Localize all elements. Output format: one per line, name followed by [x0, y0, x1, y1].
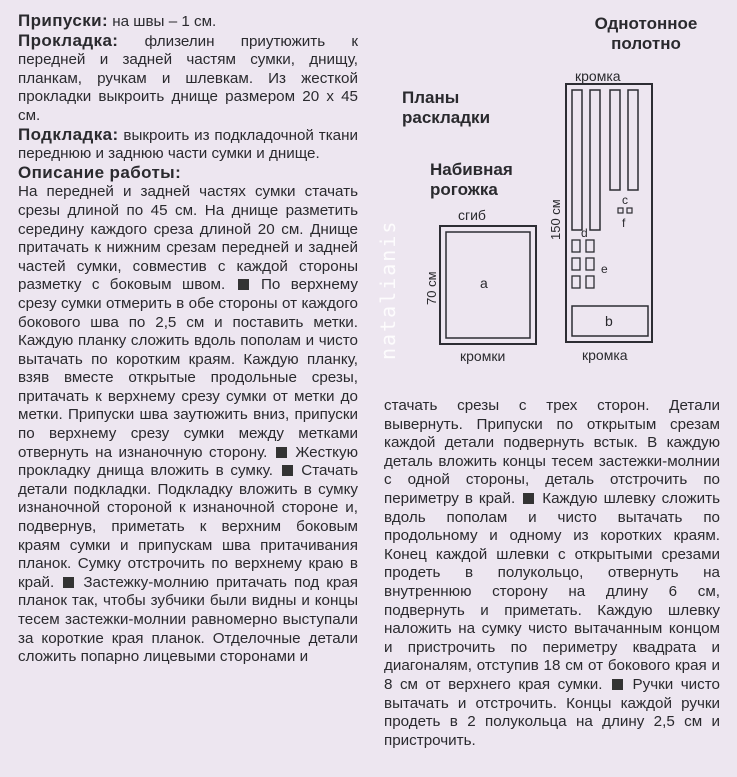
dimension-150-label: 150 см — [548, 199, 563, 240]
selvage-bottom-right-label: кромка — [582, 347, 628, 363]
piece-b-label: b — [605, 313, 613, 329]
work-text-4: Стачать детали подкладки. Подкладку вложить в сумку изнаночной стороной к изнаночной стороне и, подвернув, приметать к верхним боковым краям сумки и припускам шва притачивания планок. Сумку отстрочить по верхнему краю в край. — [18, 462, 358, 591]
plain-fabric-rect — [566, 84, 652, 342]
selvage-top-label: кромка — [575, 68, 621, 84]
piece-f-label: f — [622, 216, 626, 230]
padded-fabric-title: Набивная рогожка — [430, 160, 513, 199]
selvage-bottom-left-label: кромки — [460, 348, 506, 364]
right-text-2: Каждую шлевку сложить вдоль пополам и чисто вытачать по продольному и одному из коротких краям. Конец каждой шлевки с открытыми срезами продеть в полукольцо, отвернуть на внутреннюю сторону на длину 6 см, подвернуть и приметать. Каждую шлевку наложить на сумку чисто вытачанным концом и пристрочить по периметру квадрата и диагоналям, отступив 18 см от бокового края и 8 см от верхнего края сумки. — [384, 489, 720, 693]
piece-e-label: e — [601, 262, 608, 276]
piece-d-label: d — [581, 226, 588, 240]
work-text-1: На передней и задней частях сумки стачать срезы длиной по 45 см. На днище разметить середину каждого среза длиной 20 см. Днище притачать к нижним срезам передней и задней частей сумки, совместив с каждой стороны разметку с боковым швом. — [18, 183, 358, 294]
allowances-heading: Припуски: — [18, 11, 109, 30]
plain-fabric-title: Однотонное полотно — [594, 14, 698, 53]
piece-c-label: c — [622, 193, 628, 207]
piece-a-label: a — [480, 275, 488, 291]
layout-plans-title: Планы раскладки — [402, 88, 491, 127]
allowances-text: на швы – 1 см. — [108, 13, 217, 30]
work-heading: Описание работы: — [18, 162, 182, 182]
right-text-3: Ручки чисто вытачать и отстрочить. Концы каждой ручки продеть в 2 полукольца на длину 2,5 см и пристрочить. — [384, 675, 720, 749]
lining-heading: Подкладка: — [18, 124, 119, 144]
interfacing-heading: Прокладка: — [18, 30, 119, 50]
interfacing-text: флизелин приутюжить к передней и задней частям сумки, днищу, планкам, ручкам и шлевкам. Из жесткой прокладки выкроить днище размером 20 х 45 см. — [18, 32, 358, 124]
work-text-5: Застежку-молнию притачать под края планок так, чтобы зубчики были видны и концы тесем застежки-молнии равномерно выступали за короткие края планок. Отделочные детали сложить попарно лицевыми сторонами и — [18, 573, 358, 666]
work-text-2: По верхнему срезу сумки отмерить в обе стороны от каждого бокового шва по 2,5 см и поставить метки. Каждую планку сложить вдоль пополам и чисто вытачать по коротким краям. Каждую планку, взяв вместе открытые продольные срезы, притачать к верхнему срезу сумки от метки до метки. Припуски шва заутюжить вниз, припуски по верхнему срезу сумки между метками отвернуть на изнаночную сторону. — [18, 276, 358, 461]
dimension-70-label: 70 см — [424, 271, 439, 305]
work-text-3: Жесткую прокладку днища вложить в сумку. — [18, 443, 358, 480]
fold-label: сгиб — [458, 207, 486, 223]
right-text-1: стачать срезы с трех сторон. Детали вывернуть. Припуски по открытым срезам каждой детали подвернуть встык. В каждую деталь вложить концы тесем застежки-молнии с одной стороны, деталь отстрочить по периметру в край. — [384, 397, 720, 507]
lining-text: выкроить из подкладочной ткани переднюю и заднюю части сумки и днище. — [18, 126, 358, 163]
watermark-text: natalianis — [376, 219, 400, 360]
padded-fabric-rect — [440, 226, 536, 344]
piece-a-rect — [446, 232, 530, 338]
